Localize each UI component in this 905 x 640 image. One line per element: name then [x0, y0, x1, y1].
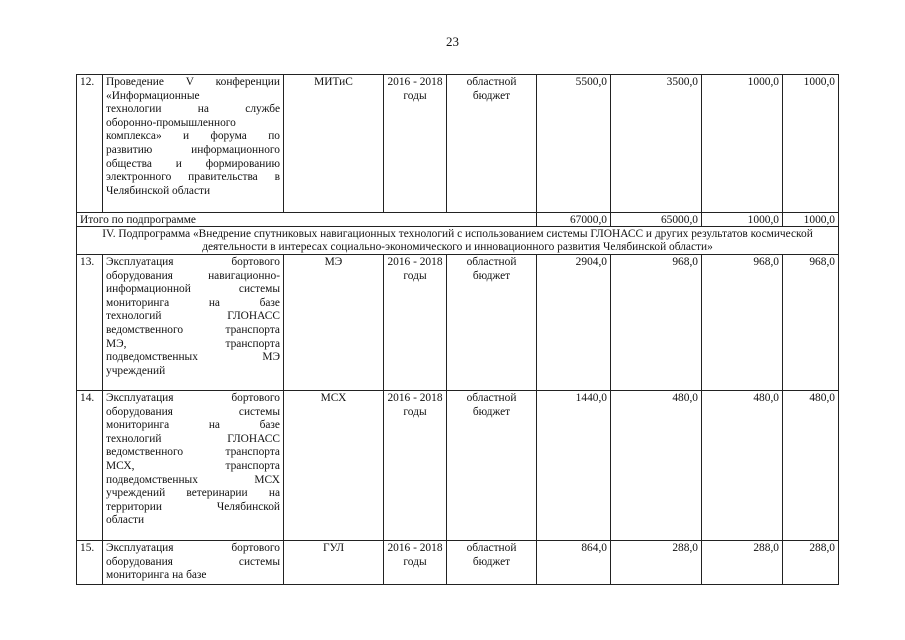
- row-period: 2016 - 2018 годы: [384, 255, 447, 391]
- row-description: [103, 541, 284, 585]
- row-description: [103, 391, 284, 541]
- row-total: 1440,0: [537, 391, 611, 541]
- description-line: Эксплуатация бортового: [106, 392, 280, 404]
- row-funding-source: областной бюджет: [447, 391, 537, 541]
- subprogram-total-sum: 67000,0: [537, 213, 611, 227]
- table-row: [77, 255, 839, 391]
- row-2018: 968,0: [783, 255, 839, 391]
- row-total: 5500,0: [537, 75, 611, 213]
- row-2016: 480,0: [611, 391, 702, 541]
- description-line: общества и формированию: [106, 157, 280, 170]
- description-line: технологий ГЛОНАСС: [106, 432, 280, 445]
- table-row: [77, 391, 839, 541]
- description-line: информационной системы: [106, 283, 280, 296]
- description-line: области: [106, 514, 145, 527]
- row-total: 864,0: [537, 541, 611, 585]
- description-line: Челябинской области: [106, 184, 211, 197]
- description-line: мониторинга на базе: [106, 296, 280, 309]
- description-line: подведомственных МЭ: [106, 351, 280, 364]
- row-description: [103, 75, 284, 213]
- row-period: 2016 - 2018 годы: [384, 391, 447, 541]
- description-line: ведомственного транспорта: [106, 446, 280, 459]
- description-line: оборонно-промышленного: [106, 116, 236, 129]
- row-funding-source: областной бюджет: [447, 75, 537, 213]
- row-executor: МЭ: [284, 255, 384, 391]
- description-line: учреждений: [106, 364, 166, 377]
- row-2016: 968,0: [611, 255, 702, 391]
- description-line: мониторинга на базе: [106, 569, 207, 582]
- description-line: развитию информационного: [106, 143, 280, 156]
- description-line: подведомственных МСХ: [106, 473, 280, 486]
- description-line: территории Челябинской: [106, 500, 280, 513]
- row-2018: 480,0: [783, 391, 839, 541]
- row-executor: ГУЛ: [284, 541, 384, 585]
- description-line: учреждений ветеринарии на: [106, 487, 280, 500]
- subprogram-total-label: Итого по подпрограмме: [77, 213, 537, 227]
- subprogram-total-row: [77, 213, 839, 227]
- row-2017: 968,0: [702, 255, 783, 391]
- row-executor: МСХ: [284, 391, 384, 541]
- row-number: 13.: [77, 255, 103, 391]
- subprogram-total-2017: 1000,0: [702, 213, 783, 227]
- row-funding-source: областной бюджет: [447, 541, 537, 585]
- page-number: 23: [446, 34, 459, 49]
- description-line: оборудования системы: [106, 405, 280, 418]
- subprogram-total-2016: 65000,0: [611, 213, 702, 227]
- description-line: «Информационные: [106, 89, 200, 102]
- row-number: 14.: [77, 391, 103, 541]
- table-row: [77, 541, 839, 585]
- row-period: 2016 - 2018 годы: [384, 75, 447, 213]
- row-2016: 3500,0: [611, 75, 702, 213]
- description-line: мониторинга на базе: [106, 419, 280, 432]
- description-line: МСХ, транспорта: [106, 459, 280, 472]
- description-line: Эксплуатация бортового: [106, 542, 280, 554]
- row-description: [103, 255, 284, 391]
- description-line: Эксплуатация бортового: [106, 256, 280, 268]
- row-2017: 480,0: [702, 391, 783, 541]
- row-funding-source: областной бюджет: [447, 255, 537, 391]
- row-number: 12.: [77, 75, 103, 213]
- activities-table: [76, 74, 839, 585]
- section-title: IV. Подпрограмма «Внедрение спутниковых навигационных технологий с использованием системы ГЛОНАСС и других результатов космической деятельности в интересах социально-экономического и инновационного развития Челябинской области»: [77, 227, 839, 255]
- table-row: [77, 75, 839, 213]
- description-line: Проведение V конференции: [106, 76, 280, 88]
- row-total: 2904,0: [537, 255, 611, 391]
- row-2018: 1000,0: [783, 75, 839, 213]
- row-2018: 288,0: [783, 541, 839, 585]
- row-executor: МИТиС: [284, 75, 384, 213]
- description-line: комплекса» и форума по: [106, 130, 280, 143]
- row-2017: 288,0: [702, 541, 783, 585]
- description-line: технологии на службе: [106, 103, 280, 116]
- description-line: ведомственного транспорта: [106, 323, 280, 336]
- description-line: технологий ГЛОНАСС: [106, 310, 280, 323]
- description-line: оборудования системы: [106, 555, 280, 568]
- description-line: электронного правительства в: [106, 171, 280, 184]
- row-number: 15.: [77, 541, 103, 585]
- subprogram-total-2018: 1000,0: [783, 213, 839, 227]
- row-2016: 288,0: [611, 541, 702, 585]
- row-2017: 1000,0: [702, 75, 783, 213]
- row-period: 2016 - 2018 годы: [384, 541, 447, 585]
- description-line: МЭ, транспорта: [106, 337, 280, 350]
- description-line: оборудования навигационно-: [106, 269, 280, 282]
- section-heading-row: [77, 227, 839, 255]
